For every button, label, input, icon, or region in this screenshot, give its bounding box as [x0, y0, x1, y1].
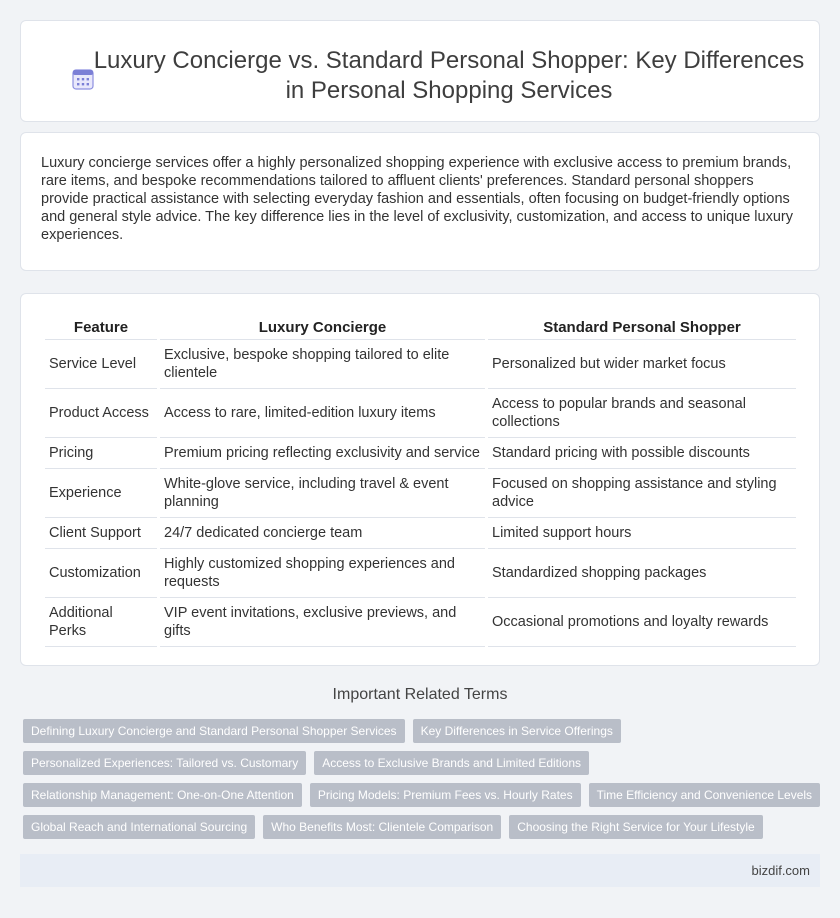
standard-cell: Access to popular brands and seasonal collections — [488, 389, 796, 438]
related-term-tag[interactable]: Personalized Experiences: Tailored vs. Customary — [23, 751, 306, 775]
related-term-tag[interactable]: Who Benefits Most: Clientele Comparison — [263, 815, 501, 839]
calendar-grid-icon — [72, 68, 94, 90]
standard-cell: Focused on shopping assistance and styling advice — [488, 469, 796, 518]
related-terms-title: Important Related Terms — [332, 686, 508, 703]
tag-row — [23, 719, 823, 743]
feature-cell: Product Access — [45, 389, 157, 438]
comparison-table — [42, 316, 799, 647]
related-term-tag[interactable]: Access to Exclusive Brands and Limited Editions — [314, 751, 589, 775]
standard-cell: Standardized shopping packages — [488, 549, 796, 598]
page-title: Luxury Concierge vs. Standard Personal Shopper: Key Differences in Personal Shopping Services — [93, 47, 805, 104]
related-term-tag[interactable]: Time Efficiency and Convenience Levels — [589, 783, 820, 807]
feature-cell: Service Level — [45, 340, 157, 389]
table-row — [45, 518, 796, 549]
table-row — [45, 438, 796, 469]
column-header-luxury-concierge: Luxury Concierge — [160, 316, 485, 340]
intro-paragraph: Luxury concierge services offer a highly personalized shopping experience with exclusive access to premium brands, rare items, and bespoke recommendations tailored to affluent clients' preferences. Standard personal shoppers provide practical assistance with selecting everyday fashion and essentials, often focusing on budget-friendly options and general style advice. The key difference lies in the level of exclusivity, customization, and access to unique luxury experiences. — [41, 155, 793, 243]
table-row — [45, 598, 796, 647]
table-row — [45, 549, 796, 598]
tag-row — [23, 815, 823, 839]
feature-cell: Additional Perks — [45, 598, 157, 647]
related-term-tag[interactable]: Global Reach and International Sourcing — [23, 815, 255, 839]
footer — [20, 854, 820, 887]
related-term-tag[interactable]: Pricing Models: Premium Fees vs. Hourly Rates — [310, 783, 581, 807]
table-row — [45, 389, 796, 438]
luxury-cell: 24/7 dedicated concierge team — [160, 518, 485, 549]
feature-cell: Client Support — [45, 518, 157, 549]
standard-cell: Occasional promotions and loyalty rewards — [488, 598, 796, 647]
column-header-standard-personal-shopper: Standard Personal Shopper — [488, 316, 796, 340]
standard-cell: Personalized but wider market focus — [488, 340, 796, 389]
related-terms-tags — [23, 719, 823, 847]
comparison-table-card — [20, 293, 820, 666]
related-term-tag[interactable]: Key Differences in Service Offerings — [413, 719, 621, 743]
luxury-cell: White-glove service, including travel & event planning — [160, 469, 485, 518]
luxury-cell: Exclusive, bespoke shopping tailored to elite clientele — [160, 340, 485, 389]
luxury-cell: Highly customized shopping experiences and requests — [160, 549, 485, 598]
standard-cell: Limited support hours — [488, 518, 796, 549]
feature-cell: Customization — [45, 549, 157, 598]
feature-cell: Pricing — [45, 438, 157, 469]
tag-row — [23, 783, 823, 807]
table-row — [45, 340, 796, 389]
intro-card — [20, 132, 820, 271]
table-row — [45, 469, 796, 518]
header-card — [20, 20, 820, 122]
luxury-cell: VIP event invitations, exclusive previews, and gifts — [160, 598, 485, 647]
standard-cell: Standard pricing with possible discounts — [488, 438, 796, 469]
luxury-cell: Premium pricing reflecting exclusivity and service — [160, 438, 485, 469]
related-term-tag[interactable]: Relationship Management: One-on-One Attention — [23, 783, 302, 807]
related-term-tag[interactable]: Choosing the Right Service for Your Lifestyle — [509, 815, 762, 839]
footer-site-link[interactable]: bizdif.com — [751, 863, 810, 878]
tag-row — [23, 751, 823, 775]
column-header-feature: Feature — [45, 316, 157, 340]
feature-cell: Experience — [45, 469, 157, 518]
table-header-row — [45, 316, 796, 340]
luxury-cell: Access to rare, limited-edition luxury items — [160, 389, 485, 438]
related-term-tag[interactable]: Defining Luxury Concierge and Standard Personal Shopper Services — [23, 719, 405, 743]
